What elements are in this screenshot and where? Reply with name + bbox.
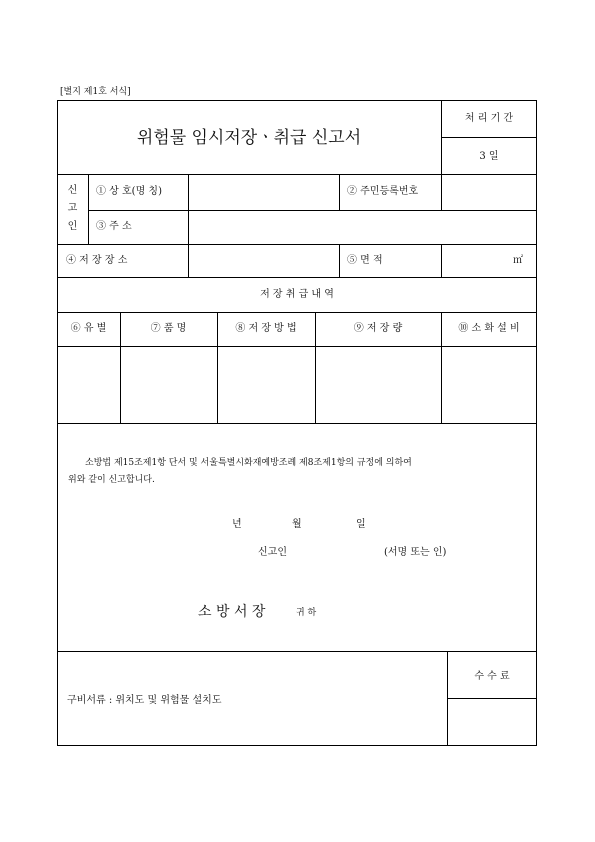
registration-number-label: ② 주민등록번호 [347, 186, 419, 197]
fee-field[interactable] [448, 699, 536, 745]
addressee-suffix: 귀 하 [296, 608, 317, 618]
processing-period-label: 처 리 기 간 [464, 113, 514, 124]
cell-item-name[interactable] [121, 347, 217, 423]
cell-storage-quantity[interactable] [316, 347, 441, 423]
declaration-line-2: 위와 같이 신고합니다. [68, 475, 155, 485]
area-label: ⑤ 면 적 [347, 255, 383, 266]
area-unit: ㎡ [513, 255, 523, 266]
applicant-group-label-2: 고 [67, 203, 78, 214]
registration-number-field[interactable] [442, 175, 536, 210]
name-field[interactable] [189, 175, 339, 210]
col-storage-quantity: ⑨ 저 장 량 [353, 323, 403, 334]
col-item-name: ⑦ 품 명 [150, 323, 187, 334]
form-label: [별지 제1호 서식] [60, 87, 131, 97]
cell-storage-method[interactable] [218, 347, 315, 423]
storage-place-label: ④ 저 장 장 소 [66, 255, 128, 266]
storage-details-header: 저 장 취 급 내 역 [260, 289, 334, 300]
name-label: ① 상 호(명 칭) [96, 186, 162, 197]
signature-field[interactable] [296, 543, 376, 561]
applicant-group-label-1: 신 [67, 185, 78, 196]
signature-note: (서명 또는 인) [384, 547, 447, 558]
declaration-line-1: 소방법 제15조제1항 단서 및 서울특별시화재예방조례 제8조제1항의 규정에 의하여 [85, 458, 412, 468]
date-day: 일 [356, 519, 366, 530]
address-label: ③ 주 소 [96, 221, 132, 232]
date-year: 년 [232, 519, 242, 530]
cell-fire-equipment[interactable] [442, 347, 536, 423]
date-month: 월 [292, 519, 302, 530]
cell-category[interactable] [58, 347, 120, 423]
col-storage-method: ⑧ 저 장 방 법 [235, 323, 297, 334]
addressee: 소 방 서 장 [198, 604, 266, 620]
fee-label: 수 수 료 [474, 671, 510, 682]
reporter-label: 신고인 [258, 547, 287, 558]
address-field[interactable] [189, 211, 536, 244]
storage-place-field[interactable] [189, 245, 339, 277]
form-title: 위험물 임시저장ㆍ취급 신고서 [136, 128, 362, 148]
col-category: ⑥ 유 별 [70, 323, 107, 334]
applicant-group-label-3: 인 [67, 221, 78, 232]
required-documents: 구비서류 : 위치도 및 위험물 설치도 [67, 695, 222, 706]
processing-period-value: 3 일 [479, 151, 499, 162]
col-fire-equipment: ⑩ 소 화 설 비 [458, 323, 520, 334]
